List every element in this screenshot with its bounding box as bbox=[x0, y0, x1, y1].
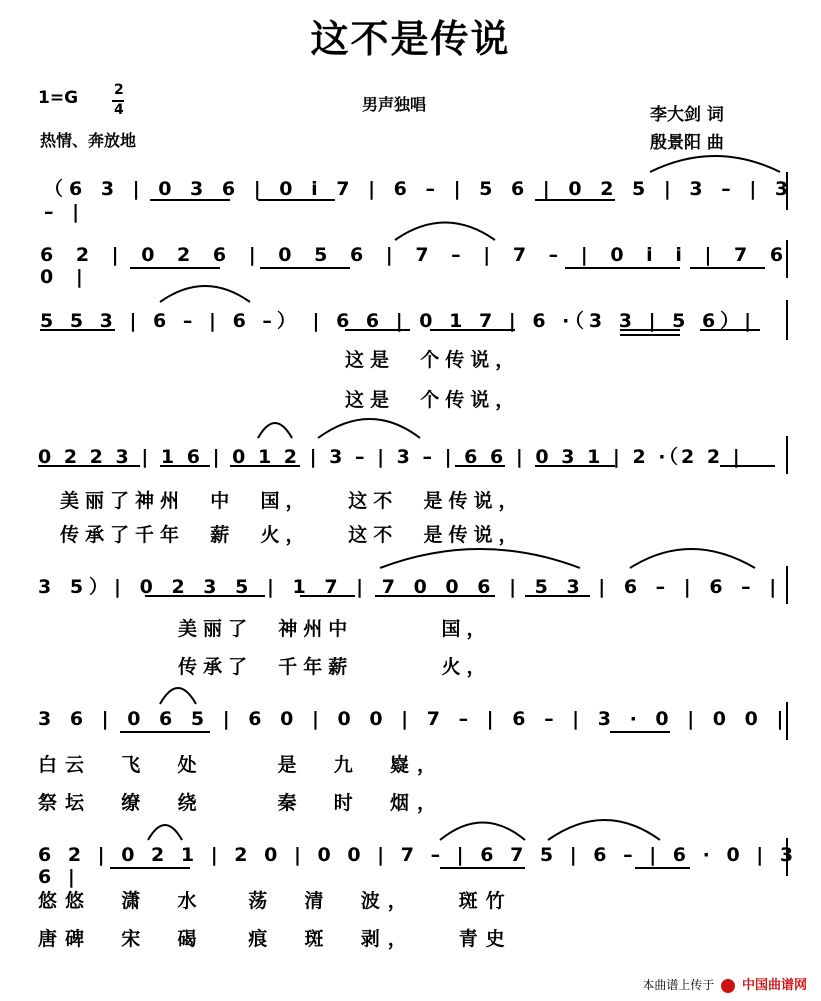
lyric-row-6-verse-1: 白云 飞 处 是 九 嶷， bbox=[38, 754, 444, 776]
site-logo-icon bbox=[721, 979, 735, 993]
footer-brand-link[interactable]: 中国曲谱网 bbox=[741, 978, 807, 993]
tie-arc bbox=[258, 423, 292, 438]
lyric-row-3-verse-1: 这是 个传说， bbox=[345, 349, 521, 371]
lyric-row-3-verse-2: 这是 个传说， bbox=[345, 389, 521, 411]
tie-arc bbox=[548, 820, 660, 840]
score-row-4: 0 2 2 3 | 1 6 | 0 1 2 | 3 – | 3 – | 6 6 | 0 3 1 | 2 ·（2 2 | bbox=[38, 446, 743, 468]
tie-arc bbox=[148, 825, 182, 840]
score-row-2: 6 2 | 0 2 6 | 0 5 6 | 7 – | 7 – | 0 i i | 7 6 0 | bbox=[40, 244, 792, 288]
time-signature-bottom: 4 bbox=[114, 102, 124, 118]
score-row-1: （6 3 | 0 3 6 | 0 i 7 | 6 – | 5 6 | 0 2 5 | 3 – | 3 – | bbox=[44, 178, 795, 223]
tie-arc bbox=[160, 286, 250, 302]
tempo-marking: 热情、奔放地 bbox=[40, 131, 137, 150]
lyric-row-4-verse-2: 传承了千年 薪 火， 这不 是传说， bbox=[60, 524, 524, 546]
lyric-row-5-verse-2: 传承了 千年薪 火， bbox=[178, 656, 492, 678]
lyric-row-7-verse-2: 唐碑 宋 碣 痕 斑 剥， 青史 bbox=[38, 928, 513, 950]
lyric-row-6-verse-2: 祭坛 缭 绕 秦 时 烟， bbox=[38, 792, 444, 814]
tie-arc bbox=[395, 223, 495, 241]
tie-arc bbox=[380, 549, 580, 568]
score-row-3: 5 5 3 | 6 – | 6 –） | 6 6 | 0 1 7 | 6 ·（3 3 | 5 6）| bbox=[40, 310, 757, 332]
lyric-row-5-verse-1: 美丽了 神州中 国， bbox=[178, 618, 492, 640]
tie-arc bbox=[160, 688, 196, 704]
footer-text: 本曲谱上传于 bbox=[642, 978, 715, 992]
song-title: 这不是传说 bbox=[310, 17, 511, 61]
footer bbox=[642, 974, 807, 993]
key-signature: 1=G bbox=[38, 88, 79, 108]
tie-arc bbox=[630, 549, 755, 568]
score-row-7: 6 2 | 0 2 1 | 2 0 | 0 0 | 7 – | 6 7 5 | 6 – | 6 · 0 | 3 6 | bbox=[38, 844, 799, 888]
lyric-row-7-verse-1: 悠悠 潇 水 荡 清 波， 斑竹 bbox=[38, 890, 513, 912]
time-signature-top: 2 bbox=[114, 82, 124, 98]
score-row-6: 3 6 | 0 6 5 | 6 0 | 0 0 | 7 – | 6 – | 3 · 0 | 0 0 | bbox=[38, 708, 790, 730]
composer: 殷景阳 曲 bbox=[650, 133, 724, 153]
lyric-row-4-verse-1: 美丽了神州 中 国， 这不 是传说， bbox=[60, 490, 524, 512]
tie-arc bbox=[318, 419, 420, 438]
score-row-5: 3 5）| 0 2 3 5 | 1 7 | 7 0 0 6 | 5 3 | 6 – | 6 – | bbox=[38, 576, 783, 598]
tie-arc bbox=[650, 156, 780, 172]
lyricist: 李大剑 词 bbox=[650, 105, 724, 125]
performance-type: 男声独唱 bbox=[362, 95, 427, 114]
tie-arc bbox=[440, 823, 525, 841]
